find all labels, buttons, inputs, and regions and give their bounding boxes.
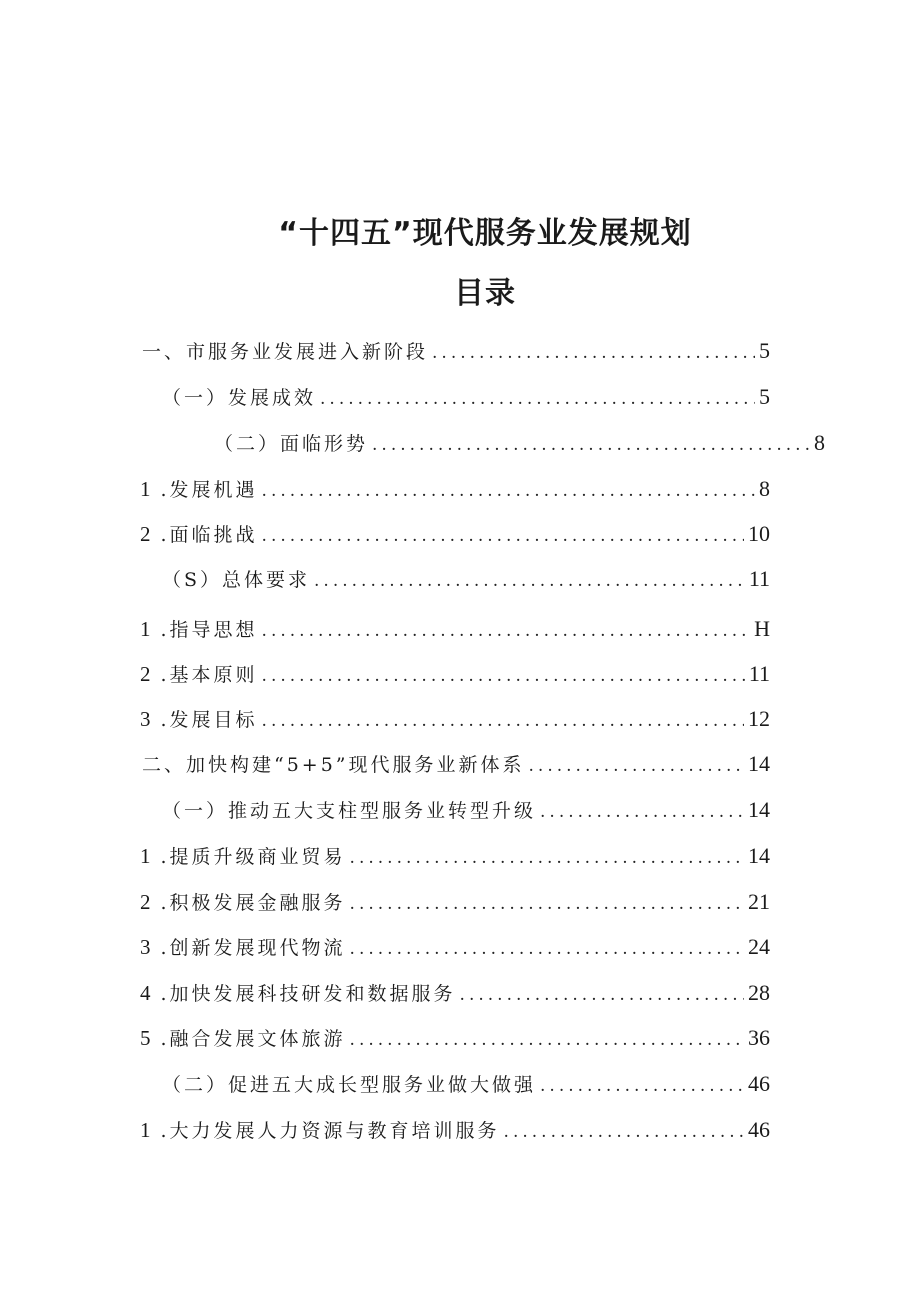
toc-entry-label: （二）促进五大成长型服务业做大做强 xyxy=(162,1074,537,1096)
dot-leader xyxy=(540,799,744,825)
toc-entry-page: 36 xyxy=(748,1025,770,1050)
toc-entry-page: 46 xyxy=(748,1117,770,1142)
toc-entry-page: 5 xyxy=(759,338,770,363)
toc-entry-label: .积极发展金融服务 xyxy=(160,892,346,914)
toc-entry[interactable] xyxy=(140,751,770,779)
toc-entry[interactable] xyxy=(140,476,770,504)
document-title: “十四五”现代服务业发展规划 xyxy=(278,216,692,251)
toc-entry[interactable] xyxy=(140,843,770,871)
toc-entry-label: .融合发展文体旅游 xyxy=(160,1028,346,1050)
toc-entry[interactable] xyxy=(140,521,770,549)
toc-entry-label: .加快发展科技研发和数据服务 xyxy=(160,983,456,1005)
dot-leader xyxy=(262,478,755,504)
toc-entry-label: .创新发展现代物流 xyxy=(160,937,346,959)
dot-leader xyxy=(262,618,751,644)
toc-entry[interactable] xyxy=(140,1025,770,1053)
toc-entry-number: 1 xyxy=(140,617,151,641)
toc-entry-page: 11 xyxy=(748,661,770,686)
toc-entry-page: 10 xyxy=(748,521,770,546)
toc-entry-number: 5 xyxy=(140,1026,151,1050)
toc-entry[interactable] xyxy=(140,980,770,1008)
toc-entry-number: 4 xyxy=(140,981,151,1005)
dot-leader xyxy=(320,386,755,412)
dot-leader xyxy=(540,1073,744,1099)
toc-entry-label: .大力发展人力资源与教育培训服务 xyxy=(160,1120,500,1142)
dot-leader xyxy=(262,523,744,549)
dot-leader xyxy=(529,753,744,779)
toc-entry-page: 12 xyxy=(748,706,770,731)
toc-entry[interactable] xyxy=(140,338,770,366)
toc-entry-label: （S）总体要求 xyxy=(162,569,311,591)
toc-entry-label: .基本原则 xyxy=(160,664,258,686)
dot-leader xyxy=(372,432,810,458)
toc-entry-label: 二、加快构建“5+5”现代服务业新体系 xyxy=(142,754,525,776)
toc-entry-page: 46 xyxy=(748,1071,770,1096)
dot-leader xyxy=(460,982,744,1008)
toc-entry[interactable] xyxy=(160,1071,770,1099)
toc-entry-page: 21 xyxy=(748,889,770,914)
toc-entry-label: （二）面临形势 xyxy=(214,433,369,455)
toc-entry-page: 24 xyxy=(748,934,770,959)
dot-leader xyxy=(504,1119,744,1145)
toc-entry-label: 一、市服务业发展进入新阶段 xyxy=(142,341,429,363)
toc-entry[interactable] xyxy=(140,706,770,734)
dot-leader xyxy=(314,568,745,594)
toc-entry-page: 28 xyxy=(748,980,770,1005)
toc-entry-label: .发展机遇 xyxy=(160,479,258,501)
toc-entry-number: 2 xyxy=(140,522,151,546)
toc-heading: 目录 xyxy=(454,276,516,311)
toc-entry-number: 1 xyxy=(140,844,151,868)
toc-entry-number: 2 xyxy=(140,890,151,914)
toc-entry-page: 11 xyxy=(748,566,770,591)
dot-leader xyxy=(350,1027,744,1053)
dot-leader xyxy=(262,663,745,689)
dot-leader xyxy=(432,340,755,366)
toc-entry[interactable] xyxy=(140,616,770,644)
toc-entry-number: 1 xyxy=(140,1118,151,1142)
dot-leader xyxy=(350,936,744,962)
dot-leader xyxy=(350,845,744,871)
toc-entry[interactable] xyxy=(160,797,770,825)
toc-entry-number: 3 xyxy=(140,707,151,731)
toc-entry-number: 1 xyxy=(140,477,151,501)
toc-entry[interactable] xyxy=(140,661,770,689)
toc-entry[interactable] xyxy=(140,934,770,962)
toc-entry-label: .指导思想 xyxy=(160,619,258,641)
toc-entry-label: .面临挑战 xyxy=(160,524,258,546)
toc-entry[interactable] xyxy=(160,384,770,412)
toc-entry-number: 3 xyxy=(140,935,151,959)
toc-entry-page: H xyxy=(754,616,770,641)
dot-leader xyxy=(350,891,744,917)
toc-entry-label: .提质升级商业贸易 xyxy=(160,846,346,868)
toc-entry-page: 8 xyxy=(814,430,825,455)
toc-entry[interactable] xyxy=(212,430,825,458)
toc-entry-number: 2 xyxy=(140,662,151,686)
toc-entry-page: 5 xyxy=(759,384,770,409)
toc-entry[interactable] xyxy=(160,566,770,594)
toc-entry[interactable] xyxy=(140,889,770,917)
toc-entry-label: （一）推动五大支柱型服务业转型升级 xyxy=(162,800,537,822)
dot-leader xyxy=(262,708,744,734)
toc-entry-page: 8 xyxy=(759,476,770,501)
toc-entry[interactable] xyxy=(140,1117,770,1145)
toc-entry-page: 14 xyxy=(748,751,770,776)
toc-entry-page: 14 xyxy=(748,843,770,868)
toc-entry-label: （一）发展成效 xyxy=(162,387,317,409)
toc-entry-label: .发展目标 xyxy=(160,709,258,731)
toc-entry-page: 14 xyxy=(748,797,770,822)
